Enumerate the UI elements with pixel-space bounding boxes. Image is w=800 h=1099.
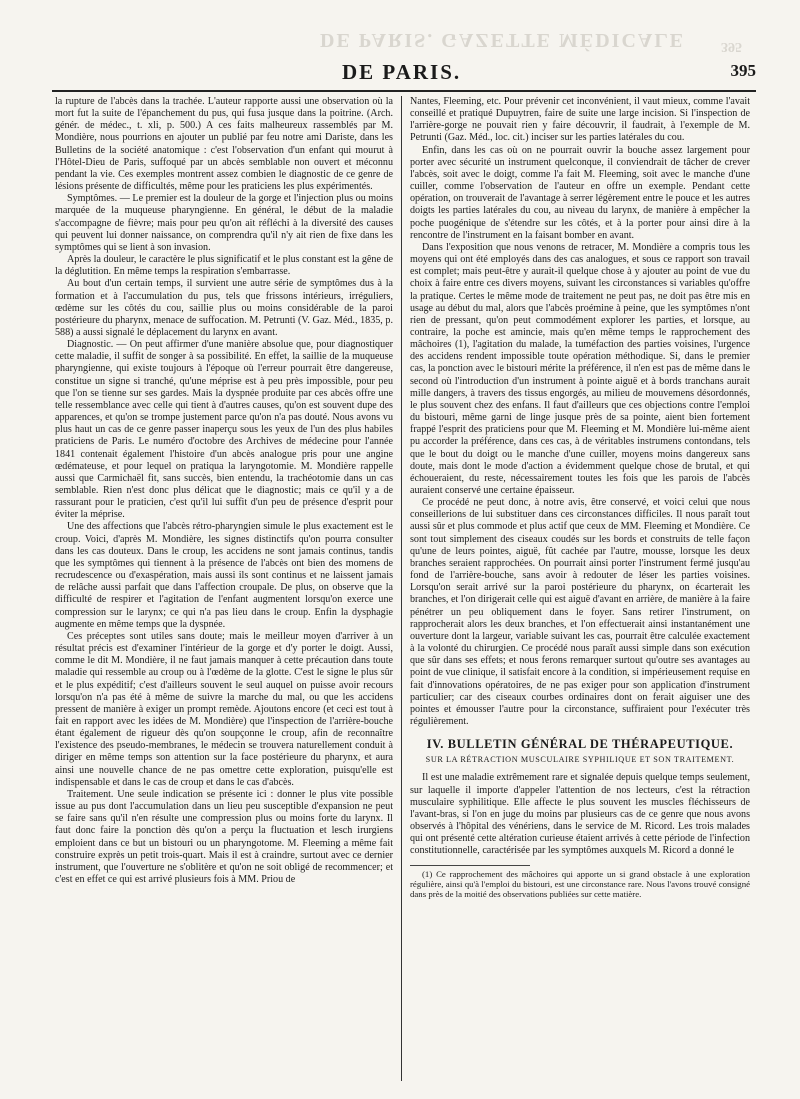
paragraph: Traitement. Une seule indication se présente ici : donner le plus vite possible issue au pus dont l'accumulation dans un lieu peu susceptible d'expansion ne peut se faire sans qu'il n'en résulte une compression plus ou moins forte du larynx. Il faut donc faire la ponction dès qu'on a perçu la fluctuation et lesch irurgiens emploient dans ce but un bistouri ou un pharyngotome. M. Fleeming a même fait construire exprès un petit trois-quart. Mais il est à craindre, surtout avec ce dernier instrument, que l'ouverture ne s'oblitère et qu'on ne soit obligé de recommencer; et c'est en effet ce qui est arrivé plusieurs fois à MM. Priou de xyxy=(55,788,393,885)
paragraph: Dans l'exposition que nous venons de retracer, M. Mondière a compris tous les moyens qui ont été employés dans des cas analogues, et sous ce rapport son travail est complet; mais peut-être y aurait-il quelque chose à y ajouter au point de vue du choix à faire entre ces divers moyens, suivant les circonstances si variables qu'offre la pratique. Certes le même mode de traitement ne peut pas, ne doit pas être mis en usage au début du mal, alors que l'abcès proémine à peine, que les symptômes n'ont rien de pressant, qu'on peut commodément explorer les parties, et lorsque, au contraire, la poche est amincie, mais qu'en même temps le rapprochement des mâchoires (1), l'agitation du malade, la tuméfaction des parties voisines, l'urgence des accidens rendent impossible toute opération méthodique. Si, dans le premier cas, la ponction avec le bistouri mérite la préférence, il n'en est pas de même dans le second où l'introduction d'un instrument à pointe aiguë et à bords tranchans aurait mille dangers, à travers des tissus engorgés, au milieu de mouvemens désordonnés, le plus souvent chez des enfans. Il faut d'ailleurs que ces objections contre l'emploi du bistouri, même garni de linge jusque près de sa pointe, aient bien fortement frappé l'esprit des praticiens pour que M. Fleeming et M. Mondière lui-même aient pu accorder la préférence, dans ces cas, à de véritables instrumens contondans, tels que le bout du doigt ou le manche d'une cuiller, moyens moins dangereux sans doute, mais dont le mode d'action a évidemment quelque chose de brutal, et qui échoueraient, du reste, nécessairement toutes les fois que les parois de l'abcès auraient conservé une certaine épaisseur. xyxy=(410,241,750,496)
paragraph: Une des affections que l'abcès rétro-pharyngien simule le plus exactement est le croup. Voici, d'après M. Mondière, les signes distinctifs qu'on pourra consulter dans les cas douteux. Dans le croup, les accidens ne sont jamais continus, tandis que les symptômes qui tiennent à la présence de l'abcès ont bien des momens de recrudescence ou d'exaspération, mais aussi ils sont continus et ne laissent jamais de relâche aussi parfait que dans l'affection croupale. De plus, on observe que la difficulté de respirer et l'agitation de l'enfant augmentent lorsqu'on exerce une compression sur le larynx; ce qui n'a pas lieu dans le croup. Enfin la dysphagie augmente en même temps que la dyspnée. xyxy=(55,521,393,630)
footnote: (1) Ce rapprochement des mâchoires qui apporte un si grand obstacle à une exploration régulière, ainsi qu'à l'emploi du bistouri, est une circonstance rare. Nous l'avons trouvé consigné dans près de la moitié des observations publiées sur cette matière. xyxy=(410,868,750,900)
bleed-through-title: DE PARIS. GAZETTE MÉDICALE xyxy=(320,29,686,51)
paragraph: Enfin, dans les cas où on ne pourrait ouvrir la bouche assez largement pour porter avec sécurité un instrument quelconque, il conviendrait de tâcher de crever l'abcès, soit avec le doigt, comme l'a fait M. Fleeming, soit avec le manche d'une cuiller, comme l'observation de l'auteur en offre un exemple. Pendant cette opération, on trouverait de l'avantage à serrer légèrement entre le pouce et les autres doigts les parties latérales du cou, au niveau du larynx, de manière à empêcher la poche puogénique de s'étendre sur les côtés, et à la porter pour ainsi dire à la rencontre de l'instrument en la faisant bomber en avant. xyxy=(410,144,750,241)
paragraph: Symptômes. — Le premier est la douleur de la gorge et l'injection plus ou moins marquée de la muqueuse pharyngienne. En général, le début de la maladie s'accompagne de fièvre; mais pour peu qu'on ait réfléchi à la diversité des causes qui peuvent lui donner naissance, on comprendra qu'il n'y ait rien de fixe dans les symptômes qui se lient à son invasion. xyxy=(55,193,393,253)
paragraph: Ce procédé ne peut donc, à notre avis, être conservé, et voici celui que nous conseillerions de lui substituer dans ces circonstances difficiles. Il nous paraît tout aussi sûr et plus commode et plus actif que ceux de MM. Fleeming et Mondière. Ce sont tout simplement des ciseaux coudés sur les bords et construits de telle façon qu'une de leurs pointes, aiguë, fût cachée par l'autre, mousse, lorsque les deux branches seraient rapprochées. On pourrait ainsi porter l'instrument fermé jusqu'au fond de l'arrière-bouche, sans avoir à redouter de léser les parties voisines. Lorsqu'on serait arrivé sur la paroi postérieure du pharynx, on écarterait les branches, et l'on dirigerait celle qui est aiguë d'avant en arrière, de manière à la faire pénétrer un peu obliquement dans le foyer. Sans retirer l'instrument, on rapprocherait alors les deux branches, et l'on effectuerait ainsi instantanément une ouverture dont la largeur, variable suivant les cas, pourrait être calculée exactement à la volonté du chirurgien. Ce procédé nous paraît aussi simple dans son exécution que sûr dans ses effets; et nous ferons remarquer surtout qu'outre ses avantages au point de vue clinique, il satisfait encore à la condition, si impérieusement requise en fait d'innovations opératoires, de ne pas exiger pour son application d'instrument particulier; car des ciseaux courbes ordinaires dont on ferait aiguiser une des pointes et émousser l'autre pour la circonstance, suffiraient pour l'exécuter très régulièrement. xyxy=(410,497,750,727)
paragraph: Ces préceptes sont utiles sans doute; mais le meilleur moyen d'arriver à un résultat précis est d'examiner l'intérieur de la gorge et d'y porter le doigt. Aussi, comme le dit M. Mondière, il ne faut jamais manquer à cette précaution dans toute maladie qui ressemble au croup ou à l'œdème de la glotte. C'est le signe le plus sûr et le plus expéditif; c'est d'ailleurs souvent le seul auquel on puisse avoir recours lorsqu'on n'a pas été à même de suivre la marche du mal, ou que les accidens pressent de manière à exiger un prompt remède. Ajoutons encore (et ceci est tout à fait en rapport avec les idées de M. Mondière) que l'inspection de l'arrière-bouche étant également de rigueur dès qu'on soupçonne le croup, afin de reconnaître l'existence des pseudo-membranes, le médecin se trouvera naturellement conduit à diriger en même temps son attention sur la face postérieure du pharynx, et aura ainsi une nouvelle chance de ne pas omettre cette exploration, puisqu'elle est indispensable et dans le cas de croup et dans le cas d'abcès. xyxy=(55,630,393,788)
header-rule xyxy=(52,90,756,92)
footnote-rule xyxy=(410,865,530,866)
paragraph: Diagnostic. — On peut affirmer d'une manière absolue que, pour diagnostiquer cette maladie, il suffit de songer à sa possibilité. En effet, la saillie de la muqueuse pharyngienne, qui existe toujours à l'époque où l'erreur pourrait être dangereuse, constitue un signe si tranché, qu'une méprise est à peu près impossible, pour peu que l'on se tienne sur ses gardes. Mais la dyspnée produite par ces abcès offre une telle ressemblance avec celle qui tient à d'autres causes, qu'on est souvent dupe des apparences, et qu'on se trompe justement parce qu'on n'a pas douté. Nous avons vu plus haut un cas de ce genre passer inaperçu sous les yeux de l'un des plus habiles praticiens de Paris. Le numéro d'octobre des Archives de médecine pour l'année 1841 contenait également l'histoire d'un abcès analogue pris pour une angine œdémateuse, et pour lequel on pratiqua la laryngotomie. M. Mondière rappelle aussi que Carmichaël fit, sans succès, bien entendu, la trachéotomie dans un cas semblable. Rien n'est donc plus délicat que le diagnostic; mais ce qu'il y a de rassurant pour le praticien, c'est qu'il lui suffit d'un peu de présence d'esprit pour éviter la méprise. xyxy=(55,339,393,521)
paragraph: Nantes, Fleeming, etc. Pour prévenir cet inconvénient, il vaut mieux, comme l'avait conseillé et pratiqué Dupuytren, faire de suite une large incision. Si l'inspection de l'arrière-gorge ne pouvait rien y faire découvrir, il faudrait, à l'exemple de M. Petrunti (Gaz. Méd., loc. cit.) inciser sur les parties latérales du cou. xyxy=(410,96,750,144)
paragraph: Au bout d'un certain temps, il survient une autre série de symptômes dus à la formation et à l'accumulation du pus, tels que frissons intérieurs, irréguliers, œdème sur les côtés du cou, saillie plus ou moins considérable de la paroi postérieure du pharynx, menace de suffocation. M. Petrunti (V. Gaz. Méd., 1835, p. 588) a aussi signalé le déplacement du larynx en avant. xyxy=(55,278,393,338)
column-divider xyxy=(401,96,402,1081)
page-number: 395 xyxy=(730,61,756,80)
bleed-through-page-number: 395 xyxy=(721,39,742,54)
section-subtitle: SUR LA RÉTRACTION MUSCULAIRE SYPHILIQUE ET SON TRAITEMENT. xyxy=(425,755,735,765)
paragraph: la rupture de l'abcès dans la trachée. L'auteur rapporte aussi une observation où la mort fut la suite de l'épanchement du pus, qui fusa jusque dans la poitrine. (Arch. génér. de médec., t. xli, p. 500.) A ces faits malheureux rassemblés par M. Mondière, nous pourrions en ajouter un publié par feu notre ami Dariste, dans les Bulletins de la société anatomique : c'est l'observation d'un enfant qui mourut à l'Hôtel-Dieu de Paris, suffoqué par un abcès semblable non ouvert et méconnu pendant la vie. Ces exemples montrent assez combien le diagnostic de ce genre de lésions présente de difficultés, même pour les praticiens les plus expérimentés. xyxy=(55,96,393,193)
running-title: DE PARIS. xyxy=(342,60,462,84)
section-title: IV. BULLETIN GÉNÉRAL DE THÉRAPEUTIQUE. xyxy=(426,737,734,752)
left-column xyxy=(55,96,393,886)
paragraph: Après la douleur, le caractère le plus significatif et le plus constant est la gêne de la déglutition. En même temps la respiration s'embarrasse. xyxy=(55,254,393,278)
right-column xyxy=(410,96,750,899)
paragraph: Il est une maladie extrêmement rare et signalée depuis quelque temps seulement, sur laquelle il importe d'appeler l'attention de nos lecteurs, c'est la rétraction musculaire syphilitique. Elle affecte le plus souvent les muscles fléchisseurs de l'avant-bras, si l'on en juge du moins par plusieurs cas de ce genre que nous avons observés à l'hôpital des vénériens, dans le service de M. Ricord. Les trois malades qui ont présenté cette altération curieuse étaient arrivés à cette période de l'infection constitutionnelle, caractérisée par les symptômes auxquels M. Ricord a donné le xyxy=(410,772,750,857)
page-header xyxy=(52,60,756,86)
